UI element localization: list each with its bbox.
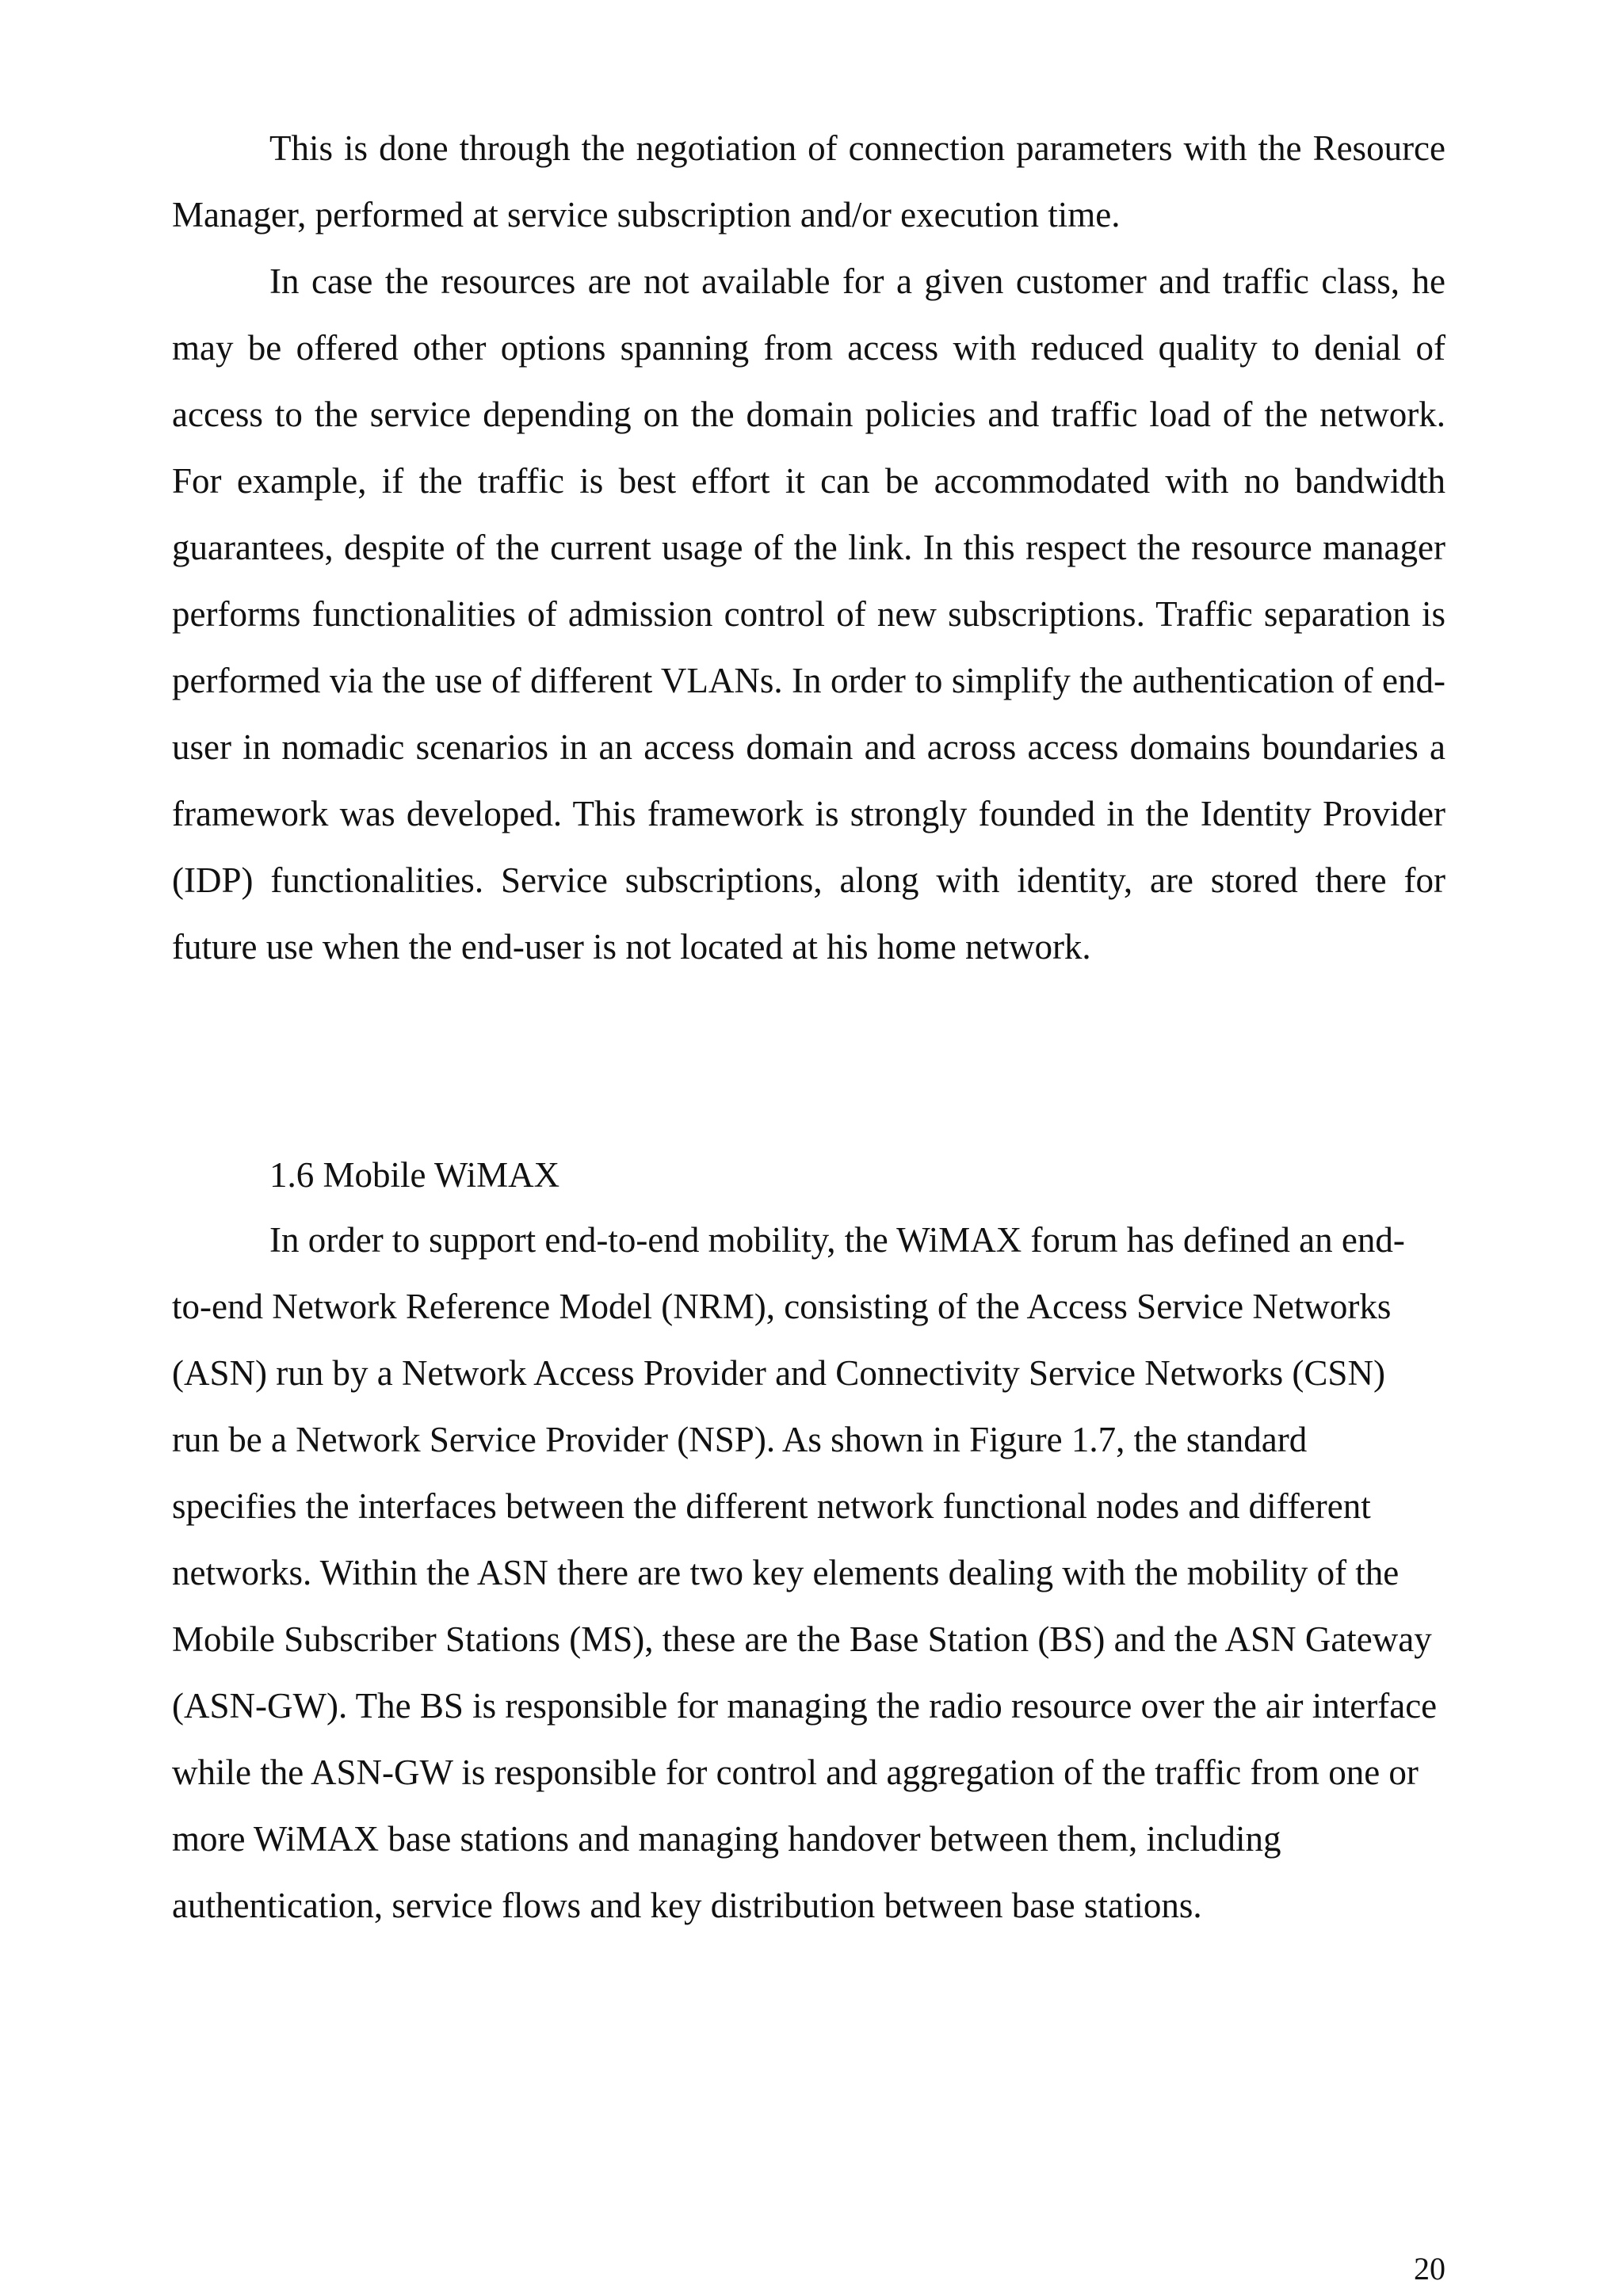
paragraph-resource-availability: In case the resources are not available for a given customer and traffic class, he may be offered other options spanning from access with reduced quality to denial of access to the service depending on the domain policies and traffic load of the network. For example, if the traffic is best effort it can be accommodated with no bandwidth guarantees, despite of the current usage of the link. In this respect the resource manager performs functionalities of admission control of new subscriptions. Traffic separation is performed via the use of different VLANs. In order to simplify the authentication of end-user in nomadic scenarios in an access domain and across access domains boundaries a framework was developed. This framework is strongly founded in the Identity Provider (IDP) functionalities. Service subscriptions, along with identity, are stored there for future use when the end-user is not located at his home network. (172, 261, 1445, 967)
paragraph-resource-negotiation: This is done through the negotiation of connection parameters with the Resource Manager, performed at service subscription and/or execution time. (172, 128, 1445, 235)
page-number: 20 (1414, 2251, 1445, 2286)
section-heading: 1.6 Mobile WiMAX (269, 1155, 560, 1195)
paragraph-mobile-wimax: In order to support end-to-end mobility, the WiMAX forum has defined an end-to-end Network Reference Model (NRM), consisting of the Access Service Networks (ASN) run by a Network Access Provider and Connectivity Service Networks (CSN) run be a Network Service Provider (NSP). As shown in Figure 1.7, the standard specifies the interfaces between the different network functional nodes and different networks. Within the ASN there are two key elements dealing with the mobility of the Mobile Subscriber Stations (MS), these are the Base Station (BS) and the ASN Gateway (ASN-GW). The BS is responsible for managing the radio resource over the air interface while the ASN-GW is responsible for control and aggregation of the traffic from one or more WiMAX base stations and managing handover between them, including authentication, service flows and key distribution between base stations. (172, 1220, 1438, 1925)
